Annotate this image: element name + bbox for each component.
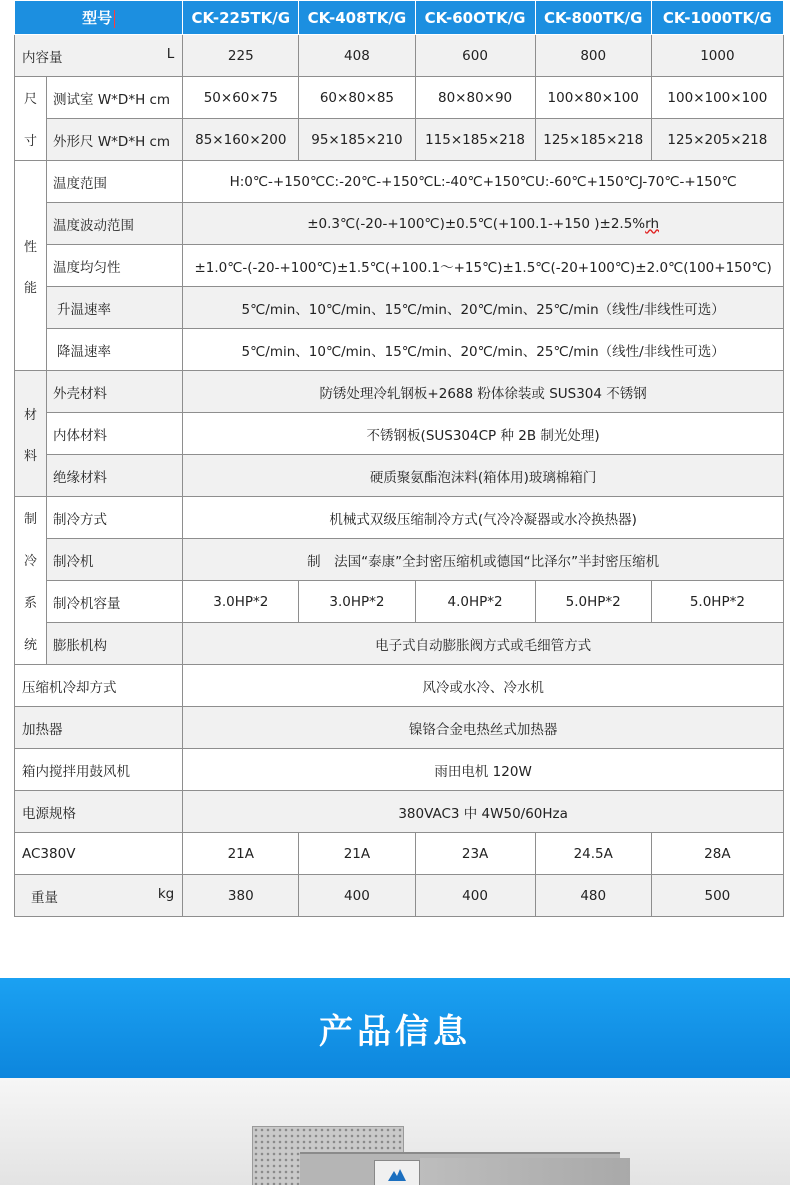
refrigeration-method-value: 机械式双级压缩制冷方式(气冷冷凝器或水冷换热器): [183, 497, 784, 539]
performance-group: [15, 161, 47, 371]
weight-label: [15, 875, 183, 917]
temp-range-label: 温度范围: [47, 161, 183, 203]
size-outer-label: 外形尺 W*D*H cm: [47, 119, 183, 161]
size-group: [15, 77, 47, 161]
product-info-banner: [0, 978, 790, 1078]
weight-value: 380: [183, 875, 299, 917]
size-outer-row: [15, 119, 784, 161]
heat-rate-label: 升温速率: [47, 287, 183, 329]
capacity-row: [15, 581, 784, 623]
performance-group-char: 性: [24, 239, 38, 255]
inner-material-row: [15, 413, 784, 455]
volume-row: [15, 35, 784, 77]
size-outer-value: 115×185×218: [415, 119, 535, 161]
fan-row: [15, 749, 784, 791]
power-label: 电源规格: [15, 791, 183, 833]
capacity-value: 3.0HP*2: [299, 581, 415, 623]
model-label-cell: [15, 1, 183, 35]
refrigeration-method-label: 制冷方式: [47, 497, 183, 539]
volume-value: 600: [415, 35, 535, 77]
expansion-row: [15, 623, 784, 665]
weight-value: 400: [299, 875, 415, 917]
size-inner-value: 50×60×75: [183, 77, 299, 119]
spec-table: [14, 0, 784, 917]
uniformity-value: ±1.0℃-(-20-+100℃)±1.5℃(+100.1～+15℃)±1.5℃(-20+100℃)±2.0℃(100+150℃): [183, 245, 784, 287]
current-value: 21A: [183, 833, 299, 875]
fluctuation-row: [15, 203, 784, 245]
text-cursor-icon: [114, 10, 115, 28]
uniformity-label: 温度均匀性: [47, 245, 183, 287]
brand-logo-icon: [387, 1168, 407, 1182]
size-group-char: 尺: [24, 92, 38, 108]
refrigerator-label: 制冷机: [47, 539, 183, 581]
header-row: [15, 1, 784, 35]
material-group-char: 材: [24, 407, 38, 423]
weight-value: 400: [415, 875, 535, 917]
cool-rate-label: 降温速率: [47, 329, 183, 371]
model-header: CK-408TK/G: [299, 1, 415, 35]
product-photo: [0, 1078, 790, 1185]
current-row: [15, 833, 784, 875]
fan-label: 箱内搅拌用鼓风机: [15, 749, 183, 791]
size-inner-value: 100×80×100: [535, 77, 651, 119]
model-header: CK-60OTK/G: [415, 1, 535, 35]
model-header: CK-225TK/G: [183, 1, 299, 35]
machine-body-panel: [420, 1158, 630, 1185]
current-value: 28A: [651, 833, 783, 875]
material-group: [15, 371, 47, 497]
cool-rate-value: 5℃/min、10℃/min、15℃/min、20℃/min、25℃/min（线性/非线性可选）: [183, 329, 784, 371]
volume-label: [15, 35, 183, 77]
shell-material-label: 外壳材料: [47, 371, 183, 413]
heater-value: 镍铬合金电热丝式加热器: [183, 707, 784, 749]
refrigeration-group-char: 统: [24, 637, 38, 653]
volume-label-text: 内容量: [22, 49, 63, 66]
compressor-cooling-value: 风冷或水冷、冷水机: [183, 665, 784, 707]
temp-range-row: [15, 161, 784, 203]
fluctuation-value-cell: [183, 203, 784, 245]
heater-label: 加热器: [15, 707, 183, 749]
refrigeration-group-char: 冷: [24, 554, 38, 570]
size-outer-value: 125×205×218: [651, 119, 783, 161]
expansion-label: 膨胀机构: [47, 623, 183, 665]
expansion-value: 电子式自动膨胀阀方式或毛细管方式: [183, 623, 784, 665]
volume-unit: L: [166, 45, 175, 62]
capacity-value: 3.0HP*2: [183, 581, 299, 623]
current-value: 23A: [415, 833, 535, 875]
heat-rate-value: 5℃/min、10℃/min、15℃/min、20℃/min、25℃/min（线性/非线性可选）: [183, 287, 784, 329]
volume-value: 225: [183, 35, 299, 77]
volume-value: 408: [299, 35, 415, 77]
current-value: 24.5A: [535, 833, 651, 875]
performance-group-char: 能: [24, 280, 38, 296]
model-label: 型号: [82, 9, 113, 27]
size-inner-row: [15, 77, 784, 119]
size-outer-value: 85×160×200: [183, 119, 299, 161]
size-group-char: 寸: [24, 133, 38, 149]
refrigeration-group-char: 系: [24, 595, 38, 611]
capacity-value: 5.0HP*2: [651, 581, 783, 623]
fan-value: 雨田电机 120W: [183, 749, 784, 791]
material-group-char: 料: [24, 448, 38, 464]
power-value: 380VAC3 中 4W50/60Hza: [183, 791, 784, 833]
heater-row: [15, 707, 784, 749]
weight-unit: kg: [157, 885, 175, 902]
size-outer-value: 95×185×210: [299, 119, 415, 161]
refrigerator-value: 制 法国“泰康”全封密压缩机或德国“比泽尔”半封密压缩机: [183, 539, 784, 581]
current-value: 21A: [299, 833, 415, 875]
volume-value: 800: [535, 35, 651, 77]
inner-material-label: 内体材料: [47, 413, 183, 455]
cool-rate-row: [15, 329, 784, 371]
size-inner-value: 60×80×85: [299, 77, 415, 119]
uniformity-row: [15, 245, 784, 287]
compressor-cooling-row: [15, 665, 784, 707]
shell-material-row: [15, 371, 784, 413]
insulation-value: 硬质聚氨酯泡沫料(箱体用)玻璃棉箱门: [183, 455, 784, 497]
banner-title: 产品信息: [319, 1011, 471, 1052]
weight-row: [15, 875, 784, 917]
model-header: CK-1000TK/G: [651, 1, 783, 35]
size-inner-value: 80×80×90: [415, 77, 535, 119]
refrigeration-group: [15, 497, 47, 665]
current-label: AC380V: [15, 833, 183, 875]
machine-logo-plate: [374, 1160, 420, 1185]
inner-material-value: 不锈钢板(SUS304CP 种 2B 制光处理): [183, 413, 784, 455]
insulation-label: 绝缘材料: [47, 455, 183, 497]
weight-value: 500: [651, 875, 783, 917]
size-inner-label: 测试室 W*D*H cm: [47, 77, 183, 119]
volume-value: 1000: [651, 35, 783, 77]
compressor-cooling-label: 压缩机冷却方式: [15, 665, 183, 707]
capacity-label: 制冷机容量: [47, 581, 183, 623]
capacity-value: 4.0HP*2: [415, 581, 535, 623]
weight-label-text: 重量: [31, 889, 58, 906]
weight-value: 480: [535, 875, 651, 917]
power-row: [15, 791, 784, 833]
fluctuation-value-tail: rh: [645, 215, 659, 232]
refrigeration-group-char: 制: [24, 512, 38, 528]
refrigerator-row: [15, 539, 784, 581]
refrigeration-method-row: [15, 497, 784, 539]
fluctuation-value: ±0.3℃(-20-+100℃)±0.5℃(+100.1-+150 )±2.5%: [307, 215, 646, 232]
size-inner-value: 100×100×100: [651, 77, 783, 119]
shell-material-value: 防锈处理冷轧钢板+2688 粉体徐装或 SUS304 不锈钢: [183, 371, 784, 413]
temp-range-value: H:0℃-+150℃C:-20℃-+150℃L:-40℃+150℃U:-60℃+150℃J-70℃-+150℃: [183, 161, 784, 203]
insulation-row: [15, 455, 784, 497]
model-header: CK-800TK/G: [535, 1, 651, 35]
size-outer-value: 125×185×218: [535, 119, 651, 161]
heat-rate-row: [15, 287, 784, 329]
fluctuation-label: 温度波动范围: [47, 203, 183, 245]
capacity-value: 5.0HP*2: [535, 581, 651, 623]
